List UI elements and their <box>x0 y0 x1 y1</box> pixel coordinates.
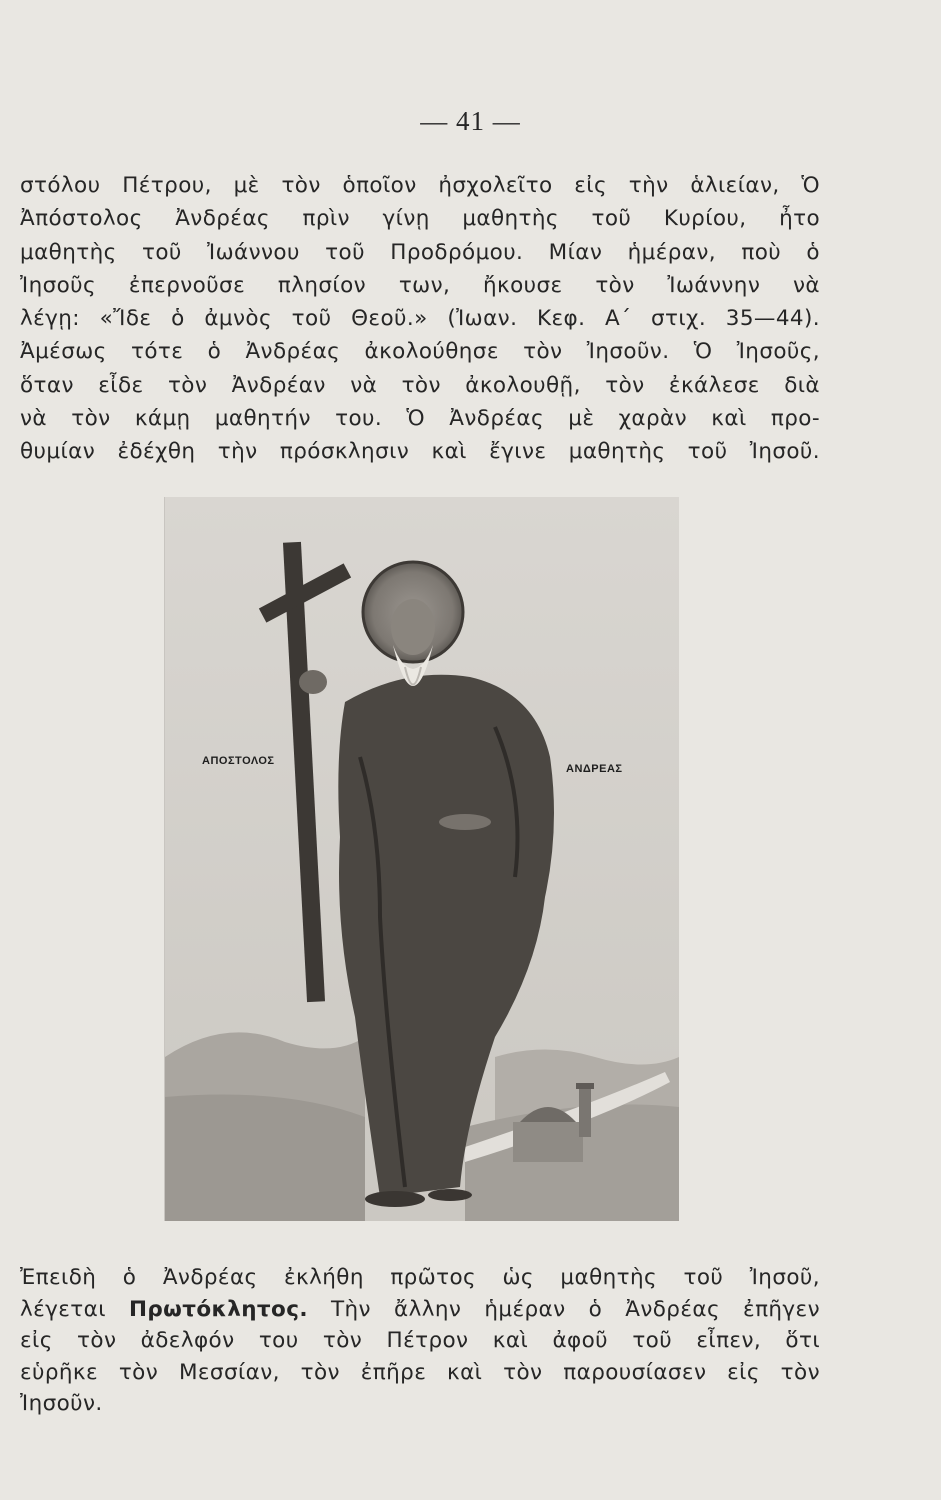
icon-caption-right: ΑΝΔΡΕΑΣ <box>566 763 623 775</box>
text-line: Ἐπειδὴ ὁ Ἀνδρέας ἐκλήθη πρῶτος ὡς μαθητὴς τοῦ Ἰησοῦ, <box>20 1265 820 1290</box>
emphasized-term: Πρωτόκλητος. <box>128 1296 308 1322</box>
text-line-with-emphasis <box>20 1294 820 1326</box>
text-line: νὰ τὸν κάμῃ μαθητήν του. Ὁ Ἀνδρέας μὲ χαρὰν καὶ προ- <box>20 406 820 432</box>
top-paragraph <box>20 169 820 469</box>
text-line: Ἀπόστολος Ἀνδρέας πρὶν γίνῃ μαθητὴς τοῦ Κυρίου, ἦτο <box>20 206 820 232</box>
text-line: θυμίαν ἐδέχθη τὴν πρόσκλησιν καὶ ἔγινε μαθητὴς τοῦ Ἰησοῦ. <box>20 439 820 465</box>
text-fragment: λέγεται <box>20 1296 129 1322</box>
text-line: μαθητὴς τοῦ Ἰωάννου τοῦ Προδρόμου. Μίαν ἡμέραν, ποὺ ὁ <box>20 239 820 265</box>
text-line: ὅταν εἶδε τὸν Ἀνδρέαν νὰ τὸν ἀκολουθῇ, τὸν ἐκάλεσε διὰ <box>20 372 820 398</box>
text-line: Ἰησοῦς ἐπερνοῦσε πλησίον των, ἤκουσε τὸν Ἰωάννην νὰ <box>20 272 820 298</box>
page-number: — 41 — <box>420 106 521 136</box>
bottom-paragraph <box>20 1262 820 1420</box>
text-fragment: Τὴν ἄλλην ἡμέραν ὁ Ἀνδρέας ἐπῆγεν <box>307 1296 820 1322</box>
saint-andrew-icon <box>165 497 679 1221</box>
text-line: Ἀμέσως τότε ὁ Ἀνδρέας ἀκολούθησε τὸν Ἰησοῦν. Ὁ Ἰησοῦς, <box>20 339 820 365</box>
icon-illustration <box>164 497 679 1221</box>
text-line: Ἰησοῦν. <box>20 1391 103 1416</box>
text-line: εὑρῆκε τὸν Μεσσίαν, τὸν ἐπῆρε καὶ τὸν παρουσίασεν εἰς τὸν <box>20 1359 820 1385</box>
text-line: λέγῃ: «Ἴδε ὁ ἀμνὸς τοῦ Θεοῦ.» (Ἰωαν. Κεφ. Α΄ στιχ. 35—44). <box>20 306 820 332</box>
icon-caption-left: ΑΠΟΣΤΟΛΟΣ <box>202 755 275 767</box>
text-line: στόλου Πέτρου, μὲ τὸν ὁποῖον ἠσχολεῖτο εἰς τὴν ἁλιείαν, Ὁ <box>20 173 820 198</box>
text-line: εἰς τὸν ἀδελφόν του τὸν Πέτρον καὶ ἀφοῦ τοῦ εἶπεν, ὅτι <box>20 1328 820 1353</box>
